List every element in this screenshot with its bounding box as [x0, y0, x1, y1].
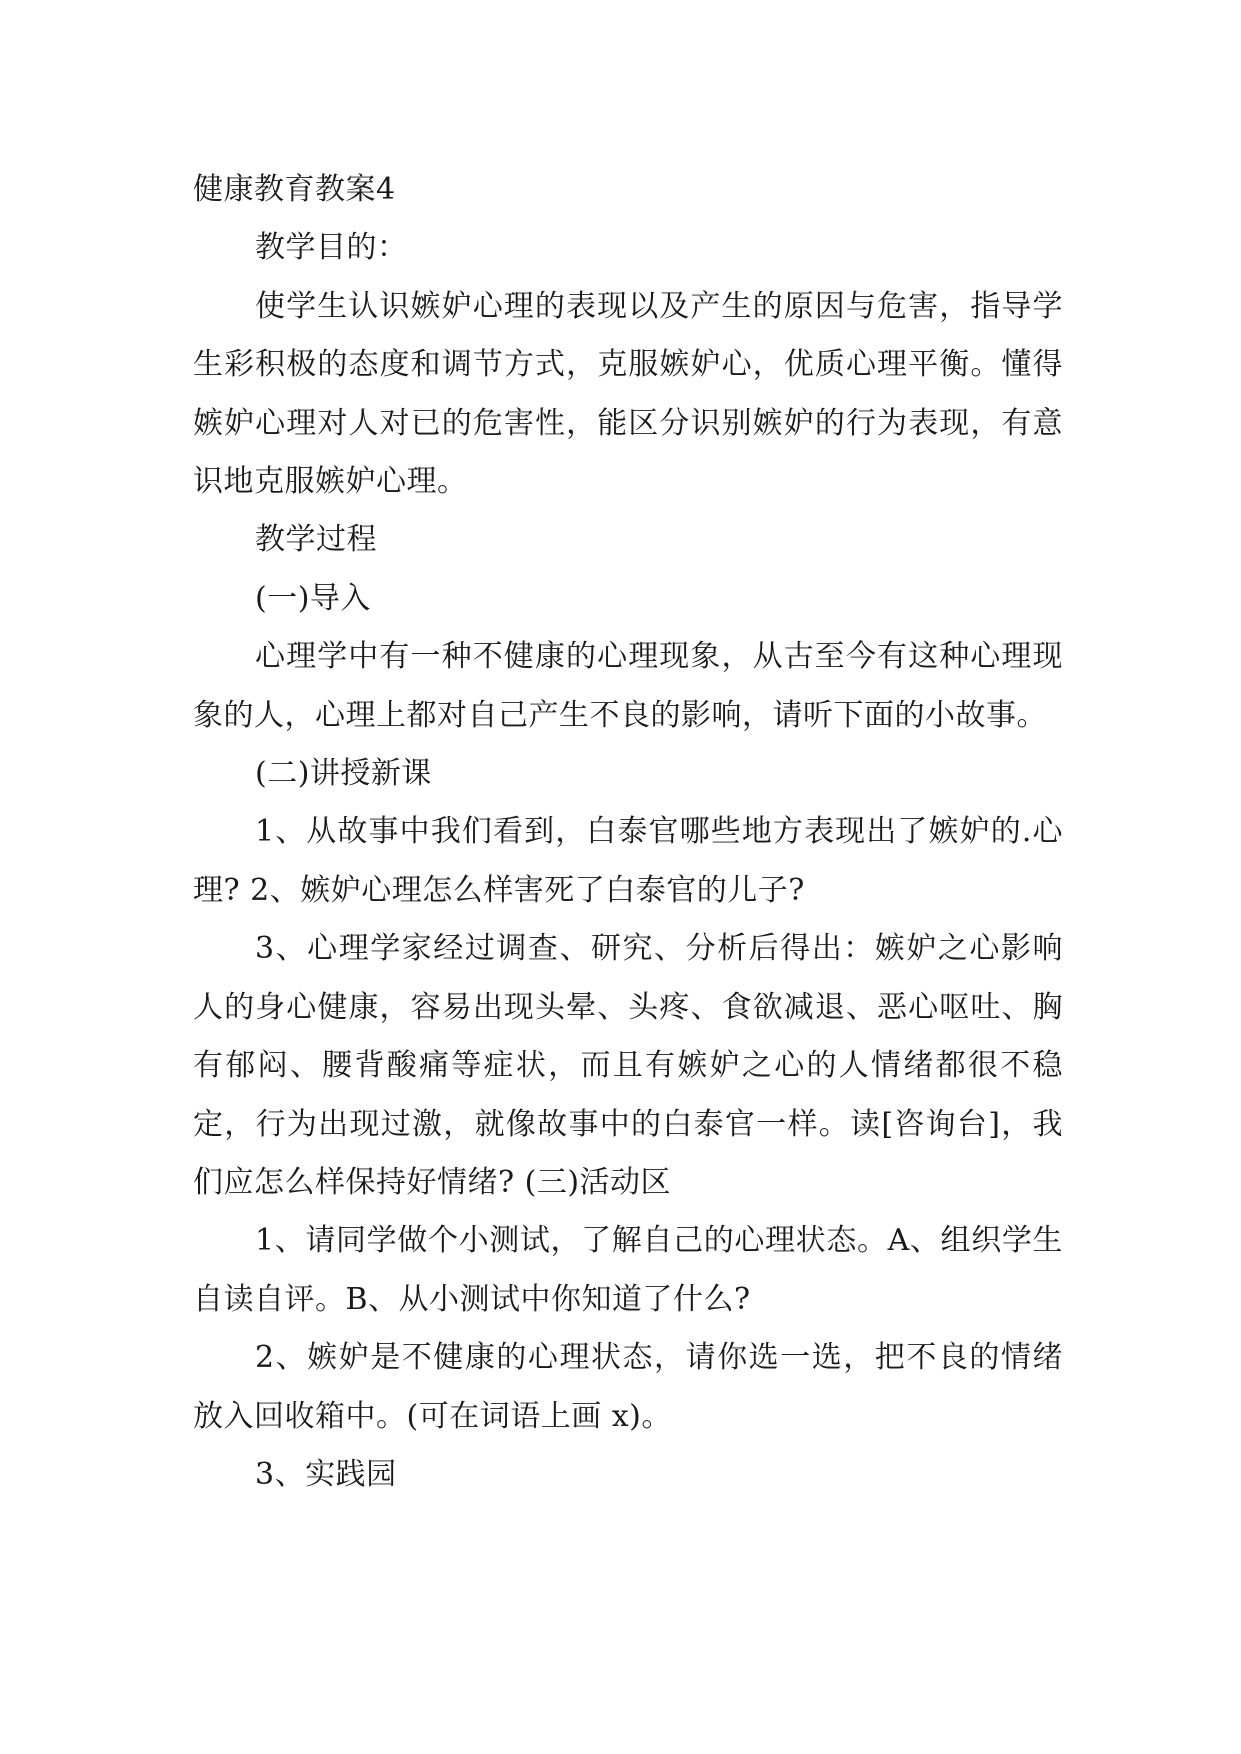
- document-body: [193, 161, 1063, 1504]
- paragraph-practice: 3、实践园: [255, 1456, 397, 1492]
- paragraph-teaching-process-heading: 教学过程: [255, 522, 377, 558]
- paragraph-activity-2: 2、嫉妒是不健康的心理状态，请你选一选，把不良的情绪放入回收箱中。(可在词语上画 x)。: [193, 1340, 1063, 1434]
- paragraph-intro-heading: (一)导入: [255, 580, 371, 616]
- paragraph-activity-1: 1、请同学做个小测试，了解自己的心理状态。A、组织学生自读自评。B、从小测试中你知道了什么?: [193, 1223, 1063, 1317]
- paragraph-psychology-findings: 3、心理学家经过调查、研究、分析后得出：嫉妒之心影响人的身心健康，容易出现头晕、头疼、食欲减退、恶心呕吐、胸有郁闷、腰背酸痛等症状，而且有嫉妒之心的人情绪都很不稳定，行为出现过激，就像故事中的白泰官一样。读[咨询台]，我们应怎么样保持好情绪? (三)活动区: [193, 931, 1063, 1200]
- paragraph-questions: 1、从故事中我们看到，白泰官哪些地方表现出了嫉妒的.心理? 2、嫉妒心理怎么样害死了白泰官的儿子?: [193, 814, 1063, 908]
- paragraph-intro: 心理学中有一种不健康的心理现象，从古至今有这种心理现象的人，心理上都对自己产生不良的影响，请听下面的小故事。: [193, 639, 1063, 733]
- paragraph-teaching-goal: 使学生认识嫉妒心理的表现以及产生的原因与危害，指导学生彩积极的态度和调节方式，克服嫉妒心，优质心理平衡。懂得嫉妒心理对人对已的危害性，能区分识别嫉妒的行为表现，有意识地克服嫉妒心理。: [193, 288, 1063, 500]
- paragraph-new-lesson-heading: (二)讲授新课: [255, 756, 432, 792]
- paragraph-teaching-goal-heading: 教学目的：: [255, 230, 408, 266]
- document-title: 健康教育教案4: [193, 172, 396, 207]
